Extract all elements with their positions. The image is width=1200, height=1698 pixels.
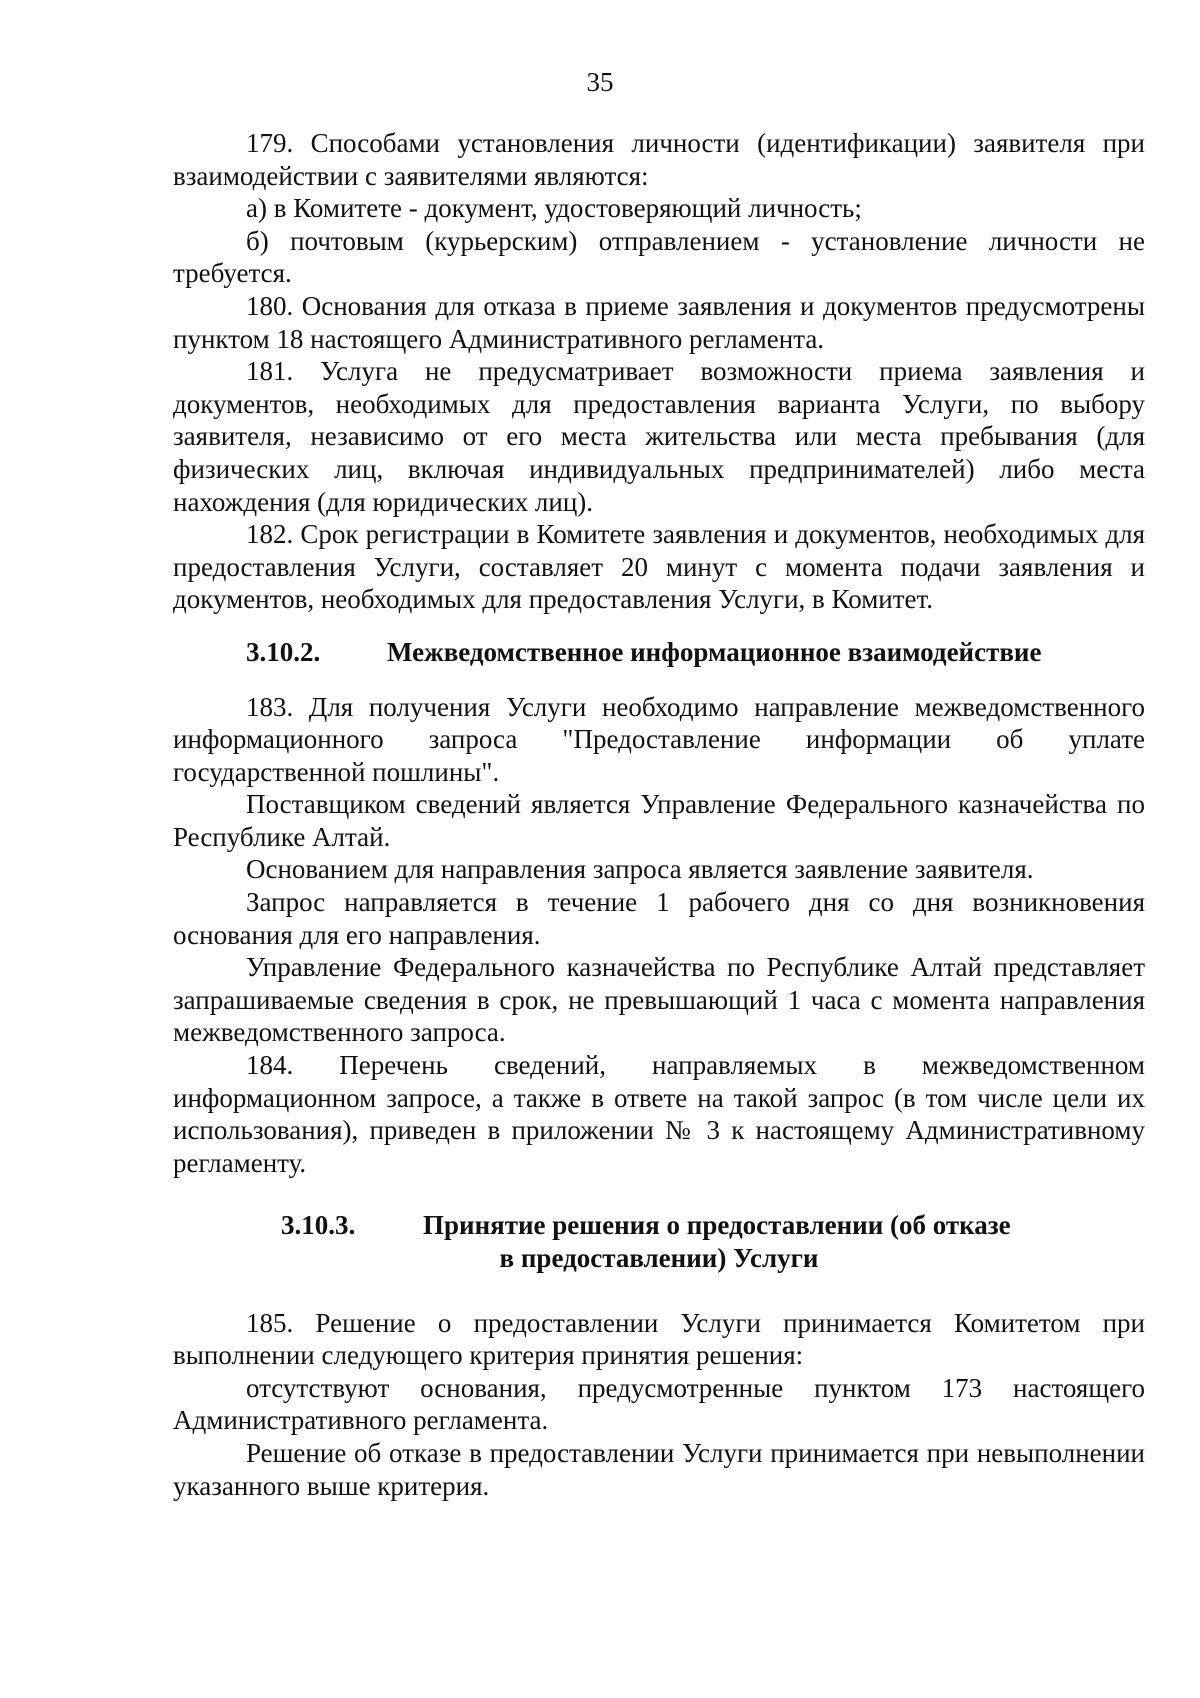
page-number: 35 — [586, 67, 614, 97]
paragraph-refusal: Решение об отказе в предоставлении Услуги принимается при невыполнении указанного выше критерия. — [173, 1437, 1145, 1501]
paragraph-180: 180. Основания для отказа в приеме заявления и документов предусмотрены пунктом 18 настоящего Административного регламента. — [173, 290, 1145, 354]
paragraph-item-a: а) в Комитете - документ, удостоверяющий личность; — [246, 193, 862, 224]
paragraph-item-b: б) почтовым (курьерским) отправлением - установление личности не требуется. — [173, 225, 1145, 289]
paragraph-response-timing: Управление Федерального казначейства по Республике Алтай представляет запрашиваемые сведения в срок, не превышающий 1 часа с момента направления межведомственного запроса. — [173, 952, 1145, 1048]
paragraph-184: 184. Перечень сведений, направляемых в межведомственном информационном запросе, а также в ответе на такой запрос (в том числе цели их использования), приведен в приложении № 3 к настоящему Административному регламенту. — [173, 1050, 1145, 1178]
paragraph-179: 179. Способами установления личности (идентификации) заявителя при взаимодействии с заявителями являются: — [173, 128, 1145, 191]
section-heading-line-1 — [173, 1209, 1145, 1242]
paragraph-183: 183. Для получения Услуги необходимо направление межведомственного информационного запроса "Предоставление информации об уплате государственной пошлины". — [173, 691, 1145, 787]
section-title-line-1: Принятие решения о предоставлении (об отказе — [423, 1210, 1011, 1241]
paragraph-181: 181. Услуга не предусматривает возможности приема заявления и документов, необходимых для предоставления варианта Услуги, по выбору заявителя, независимо от его места жительства или места пребывания (для физических лиц, включая индивидуальных предпринимателей) либо места нахождения (для юридических лиц). — [173, 356, 1145, 517]
section-heading-3-10-3 — [173, 1209, 1145, 1274]
paragraph-supplier: Поставщиком сведений является Управление Федерального казначейства по Республике Алтай. — [173, 789, 1145, 852]
section-number: 3.10.2. — [246, 636, 321, 667]
paragraph-request-timing: Запрос направляется в течение 1 рабочего дня со дня возникновения основания для его направления. — [173, 887, 1145, 950]
section-heading-3-10-2 — [173, 636, 1145, 669]
section-title-line-2: в предоставлении) Услуги — [499, 1243, 819, 1273]
document-body — [173, 127, 1145, 1502]
section-title: Межведомственное информационное взаимодействие — [387, 636, 1042, 667]
section-number: 3.10.3. — [281, 1210, 356, 1241]
paragraph-criterion: отсутствуют основания, предусмотренные пунктом 173 настоящего Административного регламента. — [173, 1372, 1145, 1436]
paragraph-182: 182. Срок регистрации в Комитете заявления и документов, необходимых для предоставления Услуги, составляет 20 минут с момента подачи заявления и документов, необходимых для предоставления Услуги, в Комитет. — [173, 519, 1145, 615]
paragraph-request-basis: Основанием для направления запроса является заявление заявителя. — [246, 854, 1034, 885]
paragraph-185: 185. Решение о предоставлении Услуги принимается Комитетом при выполнении следующего критерия принятия решения: — [173, 1307, 1145, 1371]
